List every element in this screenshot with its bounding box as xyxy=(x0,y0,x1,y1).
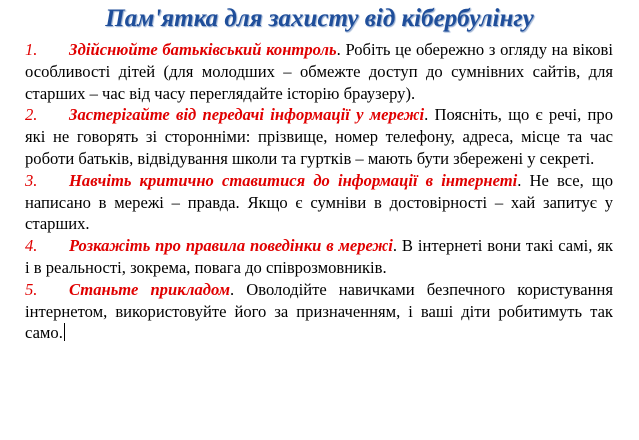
item-number: 4. xyxy=(25,236,38,256)
item-text: . Оволодійте навичками безпечного користування інтернетом, використовуйте його за призначенням, і ваші діти робитимуть так само. xyxy=(25,279,613,343)
list-item xyxy=(25,170,613,235)
item-number: 1. xyxy=(25,40,38,59)
item-lead: Станьте прикладом xyxy=(69,279,231,299)
list-item xyxy=(25,39,613,104)
item-text: . В інтернеті вони такі самі, як і в реальності, зокрема, повага до співрозмовників. xyxy=(25,236,613,277)
item-text: . Не все, що написано в мережі – правда. Якщо є сумніви в достовірності – хай запитує у старших. xyxy=(25,170,613,234)
list-item xyxy=(25,235,613,279)
item-number: 5. xyxy=(25,279,38,299)
item-number: 2. xyxy=(25,105,38,125)
item-lead: Застерігайте від передачі інформації у мережі xyxy=(69,105,425,125)
document-title: Пам'ятка для захисту від кібербулінгу xyxy=(105,5,534,32)
item-text: . Поясніть, що є речі, про які не говорять зі сторонніми: прізвище, номер телефону, адреса, місце та час роботи батьків, відвідування школи та гуртків – мають бути збережені у секреті. xyxy=(25,105,613,168)
text-cursor[interactable] xyxy=(64,323,65,341)
item-text: . Робіть це обережно з огляду на вікові особливості дітей (для молодших – обмежте доступ до сумнівних сайтів, для старших – час від часу переглядайте історію браузеру). xyxy=(25,40,613,103)
item-lead: Розкажіть про правила поведінки в мережі xyxy=(69,236,393,256)
item-lead: Здійснюйте батьківський контроль xyxy=(69,40,337,59)
list-item xyxy=(25,279,613,344)
item-lead: Навчіть критично ставитися до інформації в інтернеті xyxy=(69,170,518,190)
list-item xyxy=(25,104,613,169)
document-body xyxy=(25,39,613,344)
item-number: 3. xyxy=(25,170,38,190)
